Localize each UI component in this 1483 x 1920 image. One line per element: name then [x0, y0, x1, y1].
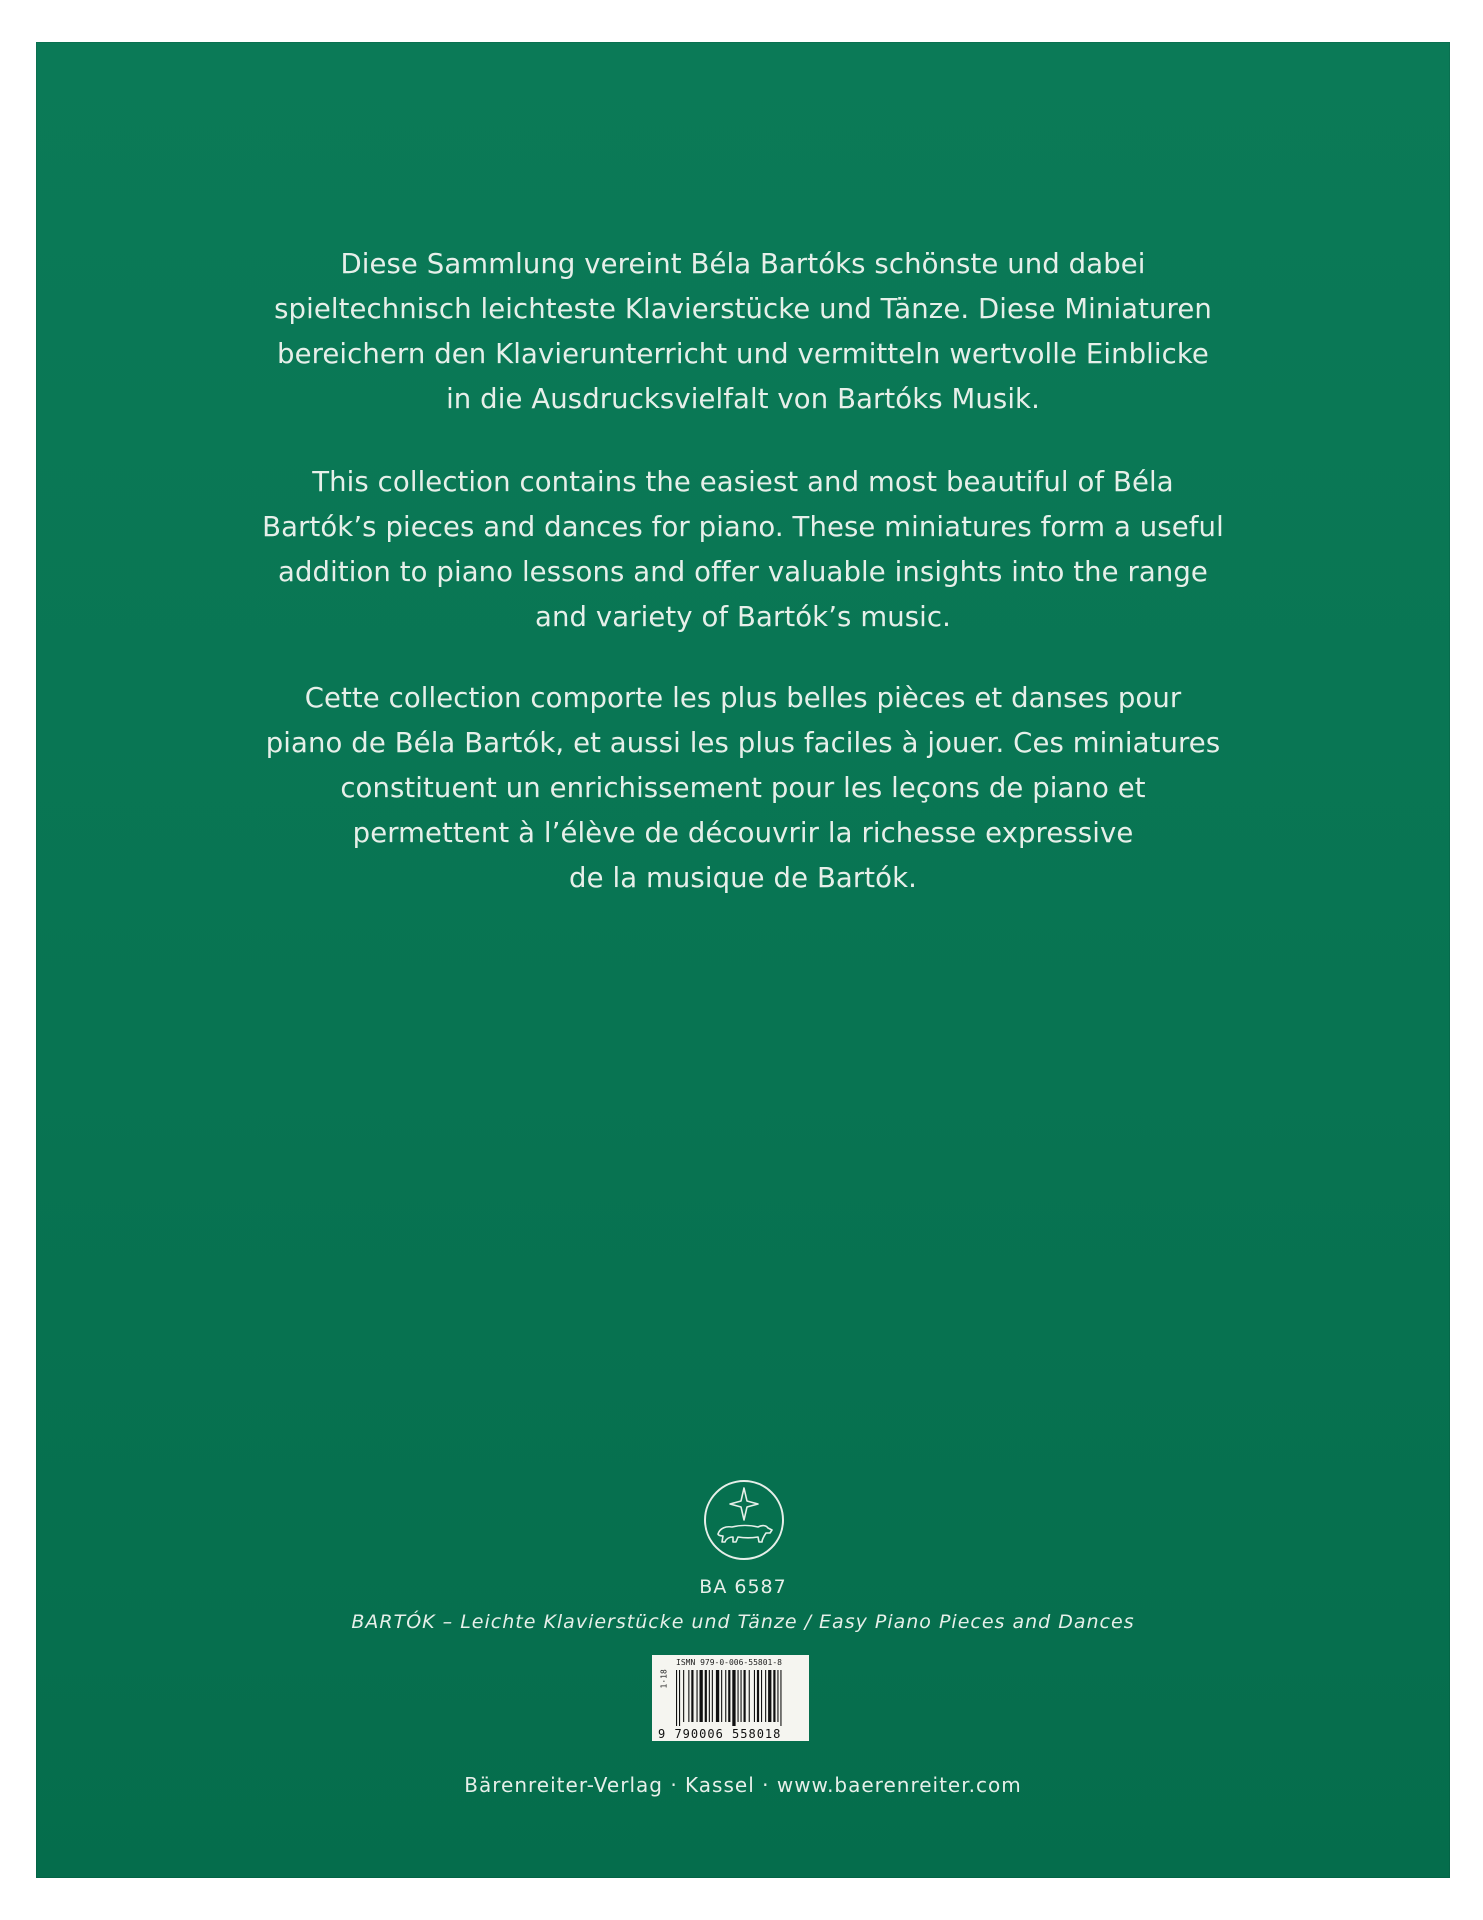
- book-subtitle: BARTÓK – Leichte Klavierstücke und Tänze / Easy Piano Pieces and Dances: [351, 1611, 1135, 1633]
- text-line: and variety of Bartók’s music.: [535, 601, 951, 633]
- text-line: Bartók’s pieces and dances for piano. These miniatures form a useful: [262, 511, 1224, 543]
- barcode-bar: [709, 1670, 710, 1722]
- barcode-bar: [757, 1670, 759, 1722]
- text-line: in die Ausdrucksvielfalt von Bartóks Musik.: [446, 383, 1040, 415]
- barcode-bar: [688, 1670, 689, 1722]
- barcode-bar: [761, 1670, 762, 1722]
- barcode-bar: [705, 1670, 707, 1722]
- barcode-bar: [716, 1670, 719, 1722]
- description-french: [36, 676, 1450, 901]
- barcode-bar: [741, 1670, 742, 1722]
- ismn-number: ISMN 979-0-006-55801-8: [676, 1658, 782, 1667]
- barcode-bar: [773, 1670, 775, 1722]
- text-line: constituent un enrichissement pour les leçons de piano et: [340, 772, 1146, 804]
- barcode-bar: [765, 1670, 766, 1722]
- back-cover: [36, 42, 1450, 1878]
- barcode-label: [652, 1655, 809, 1741]
- barcode-bar: [721, 1670, 722, 1722]
- barcode-bar: [697, 1670, 698, 1722]
- barcode-bar: [738, 1670, 739, 1722]
- description-german: [36, 242, 1450, 422]
- text-line: piano de Béla Bartók, et aussi les plus faciles à jouer. Ces miniatures: [265, 727, 1221, 759]
- barcode-bar: [744, 1670, 746, 1722]
- text-line: permettent à l’élève de découvrir la richesse expressive: [352, 817, 1134, 849]
- barcode-bar: [732, 1670, 735, 1726]
- barcode-icon: [674, 1670, 802, 1726]
- text-line: addition to piano lessons and offer valuable insights into the range: [278, 556, 1208, 588]
- barcode-bar: [749, 1670, 750, 1722]
- text-line: This collection contains the easiest and most beautiful of Béla: [312, 466, 1174, 498]
- catalog-number: BA 6587: [699, 1576, 787, 1598]
- text-line: bereichern den Klavierunterricht und vermitteln wertvolle Einblicke: [277, 338, 1209, 370]
- print-code: 1·18: [659, 1669, 669, 1689]
- barcode-bar: [712, 1670, 713, 1722]
- text-line: Diese Sammlung vereint Béla Bartóks schönste und dabei: [340, 248, 1146, 280]
- barcode-bar: [676, 1670, 677, 1726]
- barcode-bar: [777, 1670, 778, 1722]
- barcode-bar: [725, 1670, 726, 1722]
- barcode-bar: [768, 1670, 771, 1722]
- barcode-bar: [700, 1670, 703, 1722]
- barcode-bar: [754, 1670, 755, 1722]
- barcode-bar: [691, 1670, 693, 1722]
- description-english: [36, 460, 1450, 640]
- publisher-line: Bärenreiter-Verlag · Kassel · www.baerenreiter.com: [464, 1773, 1022, 1797]
- barcode-bar: [679, 1670, 680, 1726]
- baerenreiter-bear-star-seal-icon: [702, 1478, 786, 1562]
- barcode-bar: [683, 1670, 684, 1722]
- text-line: de la musique de Bartók.: [569, 862, 917, 894]
- text-line: spieltechnisch leichteste Klavierstücke und Tänze. Diese Miniaturen: [274, 293, 1212, 325]
- barcode-bar: [728, 1670, 730, 1722]
- text-line: Cette collection comporte les plus belles pièces et danses pour: [304, 682, 1182, 714]
- barcode-bar: [780, 1670, 781, 1726]
- ean-number: 9 790006 558018: [658, 1727, 782, 1741]
